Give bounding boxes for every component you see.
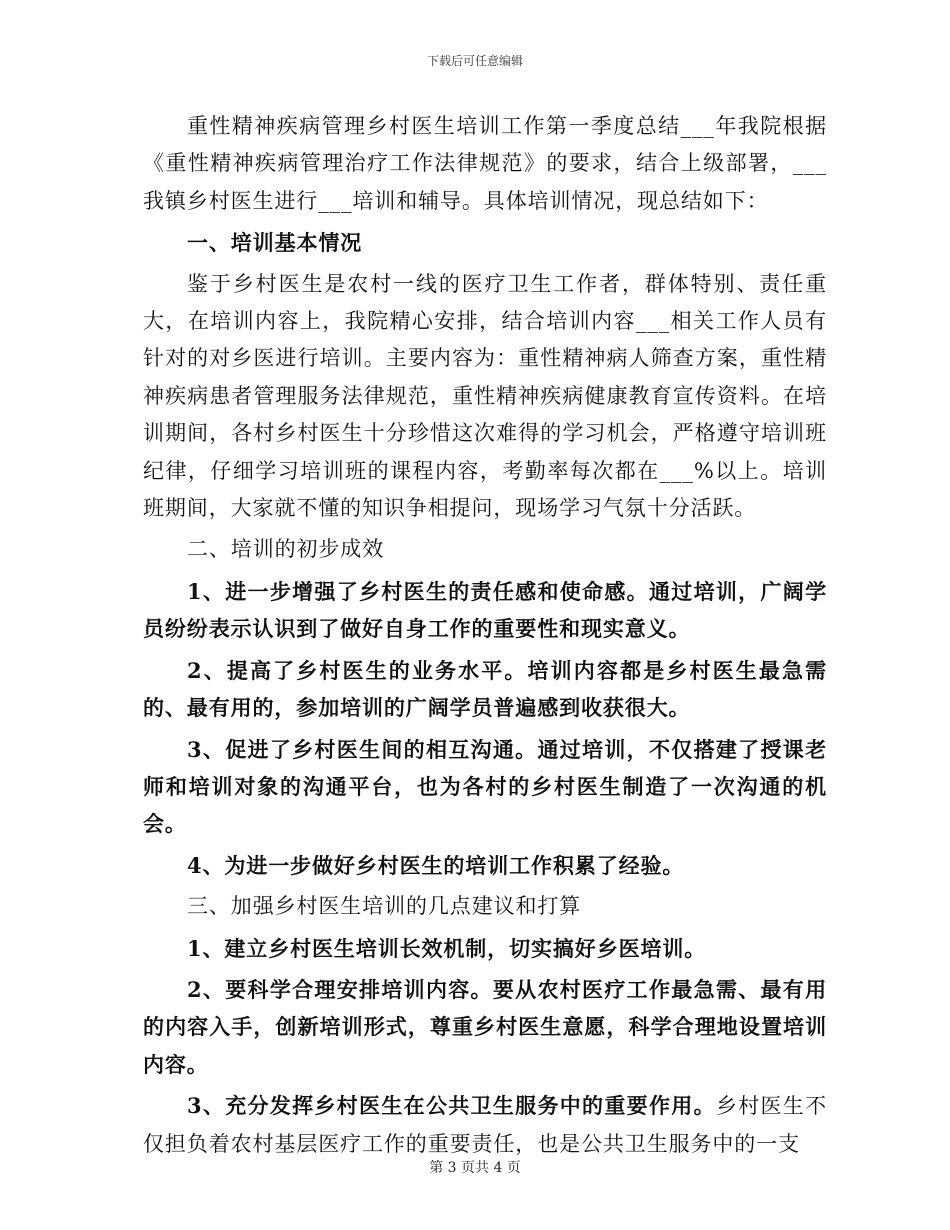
section-2-item-4: 4、为进一步做好乡村医生的培训工作积累了经验。 (187, 852, 685, 878)
intro-paragraph: 重性精神疾病管理乡村医生培训工作第一季度总结___年我院根据《重性精神疾病管理治疗工作法律规范》的要求，结合上级部署，___我镇乡村医生进行___培训和辅导。具体培训情况，现总结如下： (143, 114, 827, 213)
section-3-item-3 (143, 1087, 827, 1163)
section-2-item-2: 2、提高了乡村医生的业务水平。培训内容都是乡村医生最急需的、最有用的，参加培训的广阔学员普遍感到收获很大。 (143, 657, 827, 721)
section-2-heading: 二、培训的初步成效 (187, 537, 385, 562)
page-header: 下载后可任意编辑 (426, 54, 523, 68)
section-3-item-1: 1、建立乡村医生培训长效机制，切实搞好乡医培训。 (187, 935, 707, 961)
section-3-item-3-lead: 3、充分发挥乡村医生在公共卫生服务中的重要作用。 (187, 1093, 716, 1119)
section-2-item-1: 1、进一步增强了乡村医生的责任感和使命感。通过培训，广阔学员纷纷表示认识到了做好自身工作的重要性和现实意义。 (143, 578, 827, 642)
section-2-item-3: 3、促进了乡村医生间的相互沟通。通过培训，不仅搭建了授课老师和培训对象的沟通平台，也为各村的乡村医生制造了一次沟通的机会。 (143, 736, 827, 837)
section-3-item-2: 2、要科学合理安排培训内容。要从农村医疗工作最急需、最有用的内容入手，创新培训形式，尊重乡村医生意愿，科学合理地设置培训内容。 (143, 976, 827, 1077)
section-1-paragraph: 鉴于乡村医生是农村一线的医疗卫生工作者，群体特别、责任重大，在培训内容上，我院精心安排，结合培训内容___相关工作人员有针对的对乡医进行培训。主要内容为：重性精神病人筛查方案，重性精神疾病患者管理服务法律规范，重性精神疾病健康教育宣传资料。在培训期间，各村乡村医生十分珍惜这次难得的学习机会，严格遵守培训班纪律，仔细学习培训班的课程内容，考勤率每次都在___%以上。培训班期间，大家就不懂的知识争相提问，现场学习气氛十分活跃。 (143, 271, 827, 521)
document-body (143, 108, 827, 1163)
section-3-item-3-text: 乡村医生不仅担负着农村基层医疗工作的重要责任，也是公共卫生服务中的一支 (143, 1094, 828, 1156)
page-footer: 第 3 页共 4 页 (429, 1160, 521, 1176)
section-1-heading: 一、培训基本情况 (187, 230, 363, 256)
section-3-heading: 三、加强乡村医生培训的几点建议和打算 (187, 894, 582, 919)
